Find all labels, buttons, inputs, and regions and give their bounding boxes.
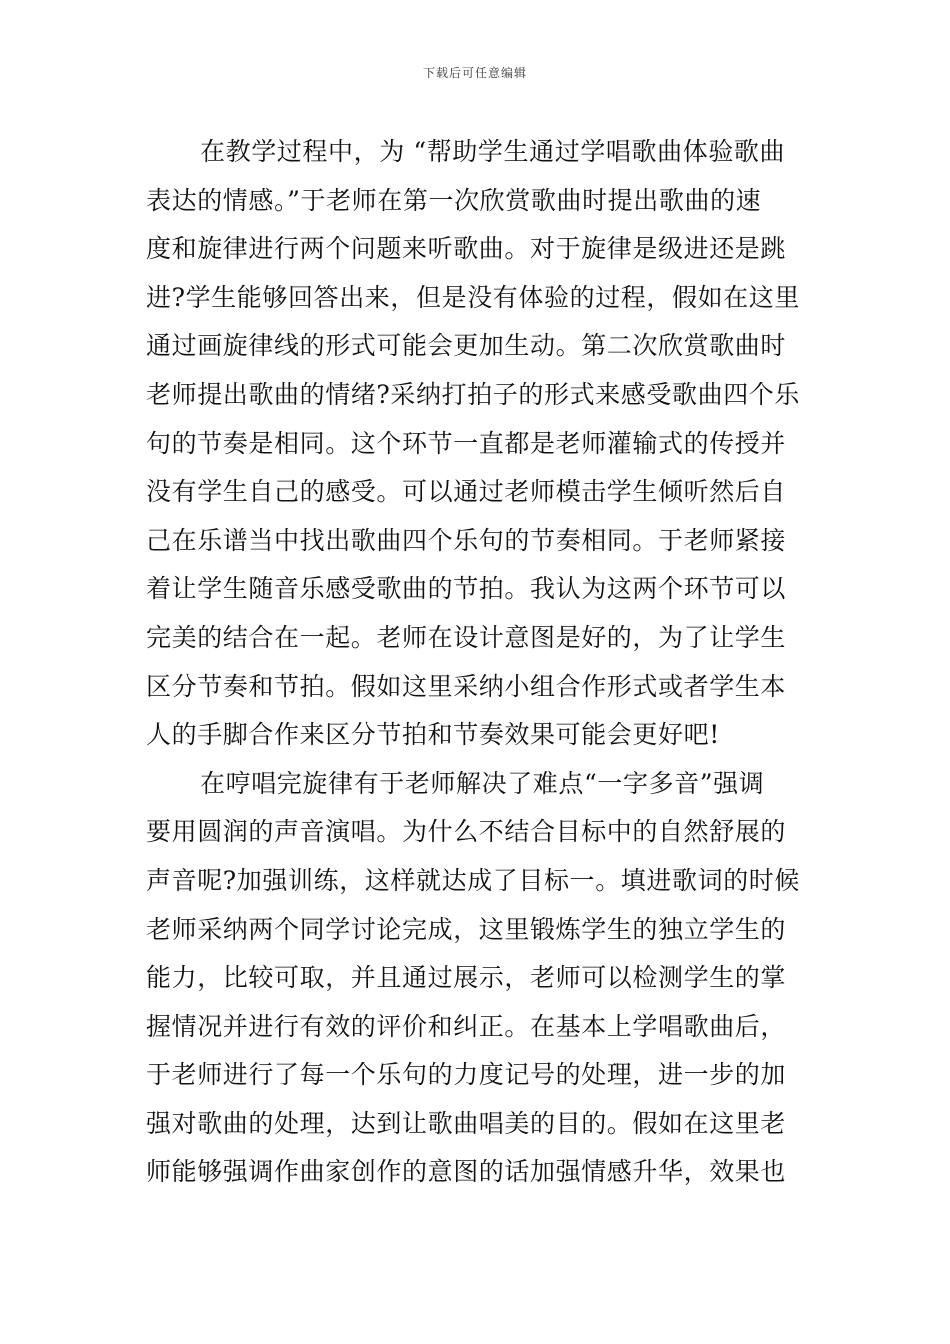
text-line: 老师采纳两个同学讨论完成，这里锻炼学生的独立学生的	[146, 914, 787, 944]
text-line: 己在乐谱当中找出歌曲四个乐句的节奏相同。于老师紧接	[146, 525, 787, 555]
body-text	[146, 128, 806, 1197]
text-line: 度和旋律进行两个问题来听歌曲。对于旋律是级进还是跳	[146, 234, 787, 264]
text-line: 没有学生自己的感受。可以通过老师模击学生倾听然后自	[146, 477, 787, 507]
text-line: 句的节奏是相同。这个环节一直都是老师灌输式的传授并	[146, 428, 787, 458]
text-line: 区分节奏和节拍。假如这里采纳小组合作形式或者学生本	[146, 671, 787, 701]
text-line: 强对歌曲的处理，达到让歌曲唱美的目的。假如在这里老	[146, 1108, 787, 1138]
text-line: 师能够强调作曲家创作的意图的话加强情感升华，效果也	[146, 1157, 787, 1187]
text-line: 在教学过程中，为 “帮助学生通过学唱歌曲体验歌曲	[200, 137, 786, 166]
text-line: 老师提出歌曲的情绪?采纳打拍子的形式来感受歌曲四个乐	[146, 379, 801, 409]
text-line: 于老师进行了每一个乐句的力度记号的处理，进一步的加	[146, 1060, 787, 1090]
text-line: 完美的结合在一起。老师在设计意图是好的，为了让学生	[146, 622, 787, 652]
text-line: 能力，比较可取，并且通过展示，老师可以检测学生的掌	[146, 963, 787, 993]
text-line: 进?学生能够回答出来，但是没有体验的过程，假如在这里	[146, 282, 801, 312]
text-line: 表达的情感。”于老师在第一次欣赏歌曲时提出歌曲的速	[146, 185, 762, 215]
paragraph-2	[146, 760, 806, 1197]
paragraph-1	[146, 128, 806, 760]
text-line: 通过画旋律线的形式可能会更加生动。第二次欣赏歌曲时	[146, 331, 787, 361]
text-line: 着让学生随音乐感受歌曲的节拍。我认为这两个环节可以	[146, 574, 787, 604]
text-line: 握情况并进行有效的评价和纠正。在基本上学唱歌曲后，	[146, 1011, 787, 1041]
text-line: 人的手脚合作来区分节拍和节奏效果可能会更好吧!	[146, 720, 720, 750]
text-line: 在哼唱完旋律有于老师解决了难点“一字多音”强调	[200, 768, 765, 798]
text-line: 声音呢?加强训练，这样就达成了目标一。填进歌词的时候	[146, 865, 801, 895]
text-line: 要用圆润的声音演唱。为什么不结合目标中的自然舒展的	[146, 817, 787, 847]
header-note: 下载后可任意编辑	[422, 66, 527, 80]
